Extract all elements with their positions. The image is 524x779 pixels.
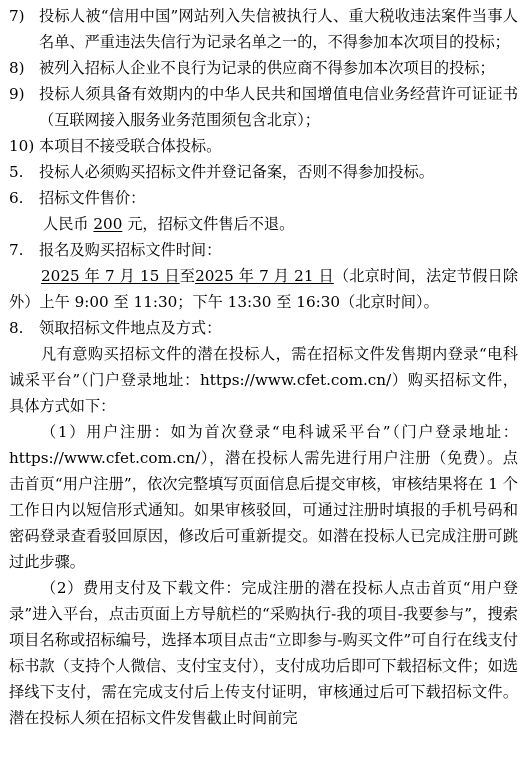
item-text: 投标人须具备有效期内的中华人民共和国增值电信业务经营许可证证书（互联网接入服务业务范围须包含北京）；: [39, 85, 518, 129]
item-number: 9): [9, 85, 25, 103]
sale-period: [9, 263, 518, 315]
price-prefix: 人民币: [43, 215, 94, 233]
section-5: [9, 159, 518, 185]
date-separator: 至: [179, 267, 196, 285]
step-registration: （1）用户注册：如为首次登录“电科诚采平台”（门户登录地址：https://www.cfet.com.cn/），潜在投标人需先进行用户注册（免费）。点击首页“用户注册”，依次完整填写页面信息后提交审核，审核结果将在 1 个工作日内以短信形式通知。如果审核驳回，可通过注册时填报的手机号码和密码登录查看驳回原因，修改后可重新提交。如潜在投标人已完成注册可跳过此步骤。: [9, 423, 518, 571]
section-6: [9, 185, 518, 211]
section-number: 5.: [9, 163, 24, 181]
price-amount: 200: [93, 215, 123, 233]
section-text: 投标人必须购买招标文件并登记备案，否则不得参加投标。: [39, 163, 434, 181]
section-7: [9, 237, 518, 263]
section-title: 领取招标文件地点及方式：: [39, 319, 222, 337]
item-number: 10): [9, 137, 35, 155]
section-8: [9, 315, 518, 341]
section-title: 报名及购买招标文件时间：: [39, 241, 222, 259]
list-item: [9, 133, 518, 159]
section-number: 6.: [9, 189, 24, 207]
item-text: 本项目不接受联合体投标。: [39, 137, 222, 155]
item-number: 7): [9, 7, 25, 25]
list-item: [9, 3, 518, 55]
step-payment-download: （2）费用支付及下载文件：完成注册的潜在投标人点击首页“用户登录”进入平台，点击页面上方导航栏的“采购执行-我的项目-我要参与”，搜索项目名称或招标编号，选择本项目点击“立即参与-购买文件”可自行在线支付标书款（支持个人微信、支付宝支付），支付成功后即可下载招标文件；如选择线下支付，需在完成支付后上传支付证明，审核通过后可下载招标文件。潜在投标人须在招标文件发售截止时间前完: [9, 579, 518, 727]
list-item: [9, 81, 518, 133]
section-title: 招标文件售价：: [39, 189, 146, 207]
section-number: 7.: [9, 241, 24, 259]
end-date: 2025 年 7 月 21 日: [195, 267, 334, 285]
date-note: （北京时间，法定节假日除外）: [9, 267, 519, 311]
section-8-intro: 凡有意购买招标文件的潜在投标人，需在招标文件发售期内登录“电科诚采平台”（门户登录地址：https://www.cfet.com.cn/）购买招标文件，具体方式如下：: [9, 345, 518, 415]
item-text: 被列入招标人企业不良行为记录的供应商不得参加本次项目的投标；: [39, 59, 495, 77]
price-line: [9, 211, 518, 237]
item-number: 8): [9, 59, 25, 77]
start-date: 2025 年 7 月 15 日: [41, 267, 180, 285]
price-suffix: 元，招标文件售后不退。: [122, 215, 295, 233]
section-number: 8.: [9, 319, 24, 337]
item-text: 投标人被“信用中国”网站列入失信被执行人、重大税收违法案件当事人名单、严重违法失信行为记录名单之一的，不得参加本次项目的投标；: [39, 7, 518, 51]
list-item: [9, 55, 518, 81]
sale-hours: 上午 9:00 至 11:30；下午 13:30 至 16:30（北京时间）。: [39, 293, 439, 311]
